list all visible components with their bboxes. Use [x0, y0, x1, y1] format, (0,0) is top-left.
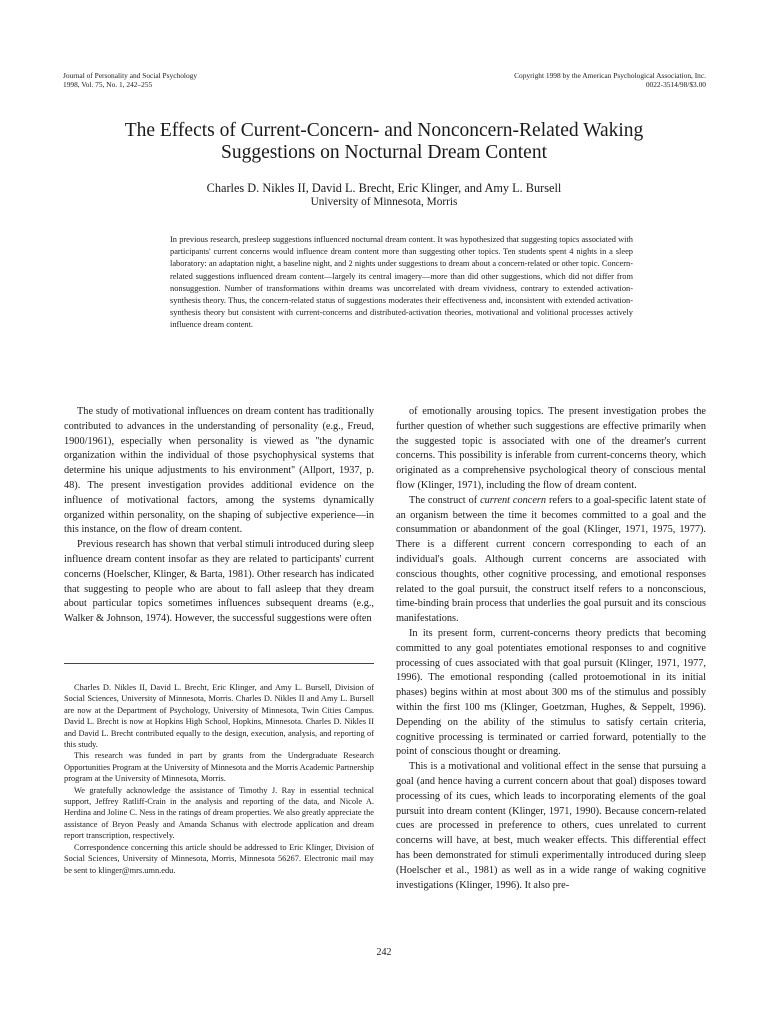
body-paragraph: This is a motivational and volitional effect in the sense that pursuing a goal (and hence having a current concern about that goal) disposes toward processing of its cues, which leads to incorporating elements of the goal pursuit into dream content (Klinger, 1971, 1990). Because concern-related cues are processed in preference to others, cues unrelated to current concerns will have, at best, much weaker effects. This differential effect has been demonstrated for stimuli experimentally introduced during sleep (Hoelscher et al., 1981) as well as in a wide range of waking cognitive investigations (Klinger, 1996). It also pre- — [396, 761, 706, 891]
journal-volume: 1998, Vol. 75, No. 1, 242–255 — [63, 80, 153, 89]
title-line-1: The Effects of Current-Concern- and Nonconcern-Related Waking — [124, 120, 644, 141]
footnote-divider — [64, 663, 374, 664]
footnote-acknowledgments: We gratefully acknowledge the assistance of Timothy J. Ray in essential technical support, Jeffrey Ratliff-Crain in the analysis and reporting of the data, and Nicole A. Herdina and Joline C. Ness in the ratings of dream properties. We also greatly appreciate the assistance of Bryon Peasly and Amanda Schanus with electrode application and dream report transcription, respectively. — [64, 785, 374, 841]
right-column — [396, 405, 706, 893]
text-run: refers to a goal-specific latent state of an organism between the time it becomes committed to a goal and the consummation or abandonment of the goal (Klinger, 1971, 1975, 1977). There is a different current concern corresponding to each of an individual's goals. Although current concerns are associated with conscious thoughts, other cognitive processing, and emotional responses related to the goal pursuit, the construct itself refers to a nonconscious, time-binding brain process that underlies the goal pursuit and its conscious manifestations. — [396, 494, 706, 625]
affiliation: University of Minnesota, Morris — [310, 196, 458, 208]
authors: Charles D. Nikles II, David L. Brecht, Eric Klinger, and Amy L. Bursell — [206, 181, 562, 195]
footnote-authors: Charles D. Nikles II, David L. Brecht, Eric Klinger, and Amy L. Bursell, Division of Social Sciences, University of Minnesota, Morris. Charles D. Nikles II and Amy L. Bursell are now at the Department of Psychology, University of Minnesota, Twin Cities Campus. David L. Brecht is now at Hopkins High School, Hopkins, Minnesota. Charles D. Nikles II and David L. Brecht contributed equally to the design, execution, analysis, and reporting of this study. — [64, 683, 374, 750]
title-line-2: Suggestions on Nocturnal Dream Content — [220, 142, 548, 163]
text-run: The construct of — [409, 494, 481, 506]
body-paragraph: Previous research has shown that verbal stimuli introduced during sleep influence dream content insofar as they are related to participants' current concerns (Hoelscher, Klinger, & Barta, 1981). Other research has indicated that suggesting to people who are about to fall asleep that they dream about particular topics sometimes influences subsequent dreams (e.g., Walker & Johnson, 1974). However, the successful suggestions were often — [64, 539, 374, 625]
copyright-line: Copyright 1998 by the American Psychological Association, Inc. — [514, 71, 706, 80]
copyright-header — [514, 71, 706, 89]
emphasized-term: current concern — [480, 494, 547, 506]
left-column — [64, 405, 374, 627]
article-title — [40, 120, 728, 164]
journal-header — [63, 71, 197, 89]
footnote-funding: This research was funded in part by grants from the Undergraduate Research Opportunities Program at the University of Minnesota and the Morris Academic Partnership program at the University of Minnesota, Morris. — [64, 751, 374, 784]
body-paragraph: of emotionally arousing topics. The present investigation probes the further question of whether such suggestions are effective primarily when the suggested topic is associated with one of the dreamer's current concerns. This possibility is inferable from current-concerns theory, which originated as a comprehensive psychological theory of conscious mental flow (Klinger, 1971), including the flow of dream content. — [396, 406, 706, 491]
journal-name: Journal of Personality and Social Psychology — [63, 71, 198, 80]
article-code: 0022-3514/98/$3.00 — [645, 80, 706, 89]
body-paragraph — [396, 494, 706, 627]
footnotes — [64, 682, 374, 876]
body-paragraph: In its present form, current-concerns theory predicts that becoming committed to any goal potentiates emotional responses to and cognitive processing of cues associated with that goal pursuit (Klinger, 1971, 1977, 1996). The emotional responding (called protoemotional in its initial phases) begins within at most about 300 ms of the stimulus and possibly within the first 100 ms (Klinger, Goetzman, Hughes, & Seppelt, 1996). Depending on the ability of the stimulus to satisfy certain criteria, cognitive processing is terminated or carried forward, potentially to the point of conscious thought or dreaming. — [396, 627, 706, 758]
footnote-correspondence: Correspondence concerning this article should be addressed to Eric Klinger, Division of Social Sciences, University of Minnesota, Morris, Minnesota 56267. Electronic mail may be sent to klinger@mrs.umn.edu. — [64, 842, 374, 875]
page-number: 242 — [376, 947, 392, 958]
body-paragraph: The study of motivational influences on dream content has traditionally contributed to advances in the understanding of personality (e.g., Freud, 1900/1961), especially when personality is viewed as ''the dynamic organization within the individual of those psychophysical systems that determine his unique adjustments to his environment'' (Allport, 1937, p. 48). The present investigation provides additional evidence on the influence of motivational factors, among the systems dynamically organized within personality, on the shaping of subjective experience—in this instance, on the flow of dream content. — [64, 406, 374, 536]
abstract: In previous research, presleep suggestions influenced nocturnal dream content. It was hypothesized that suggesting topics associated with participants' current concerns would influence dream content more than suggesting other topics. Ten students spent 4 nights in a sleep laboratory: an adaptation night, a baseline night, and 2 nights under suggestions to dream about a concern-related or other topic. Concern-related suggestions influenced dream content—largely its central imagery—more than did other suggestions, which did not differ from nonsuggestion. Number of transformations within dreams was uncorrelated with dream vividness, contrary to extended activation-synthesis theory. Thus, the concern-related status of suggestions moderates their effectiveness and, inconsistent with extended activation-synthesis theory but consistent with current-concerns and distributed-activation theories, motivational and volitional processes actively influence dream content. — [170, 235, 633, 330]
